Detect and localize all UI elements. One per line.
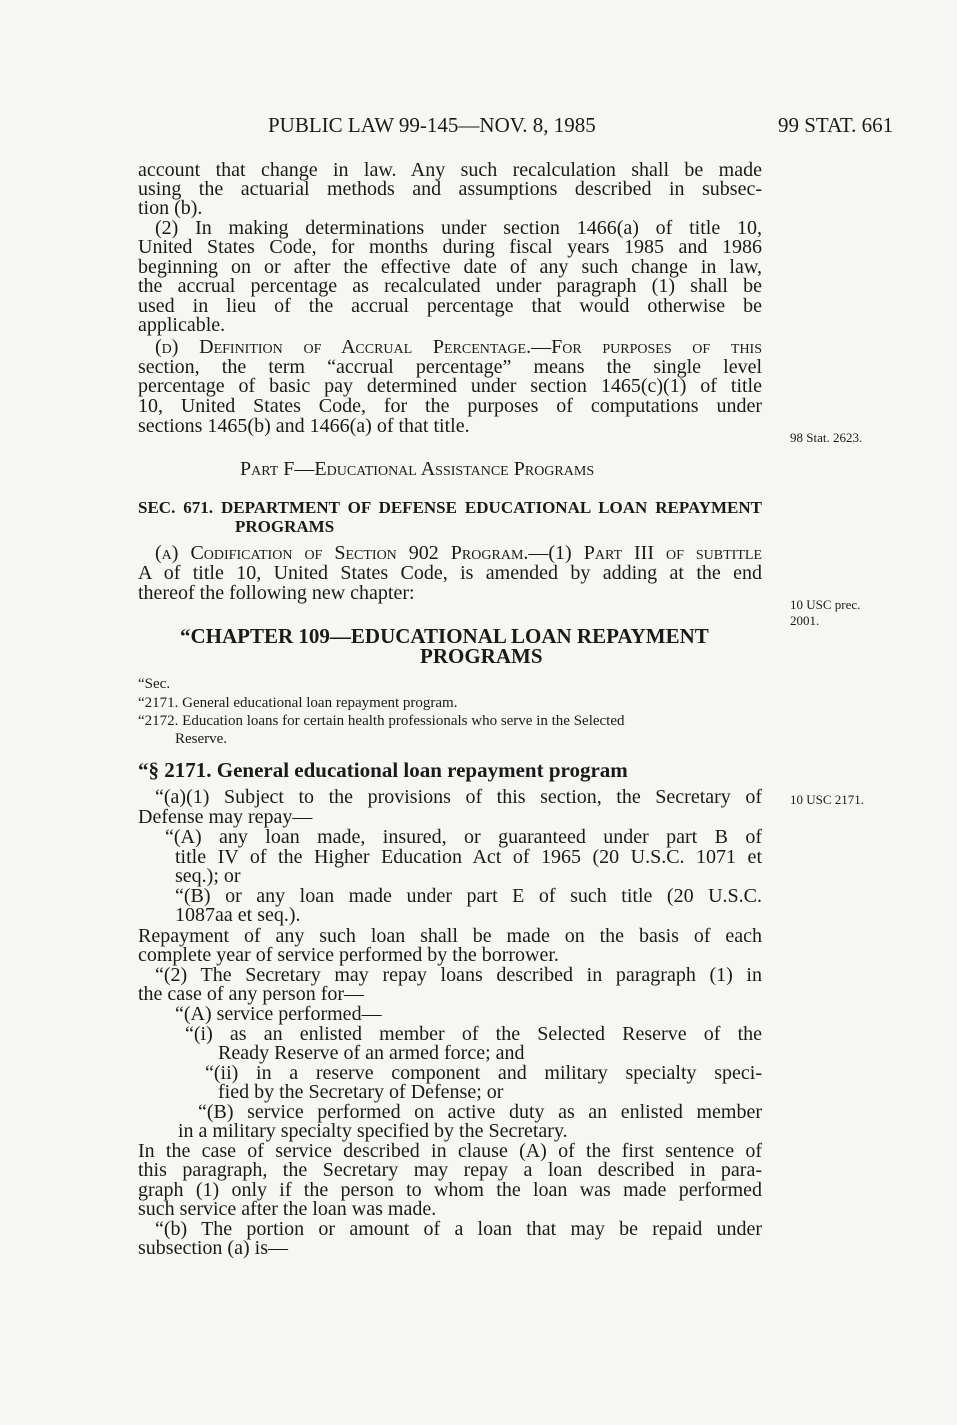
- text-line: (a) Codification of Section 902 Program.—(1) Part III of subtitle: [155, 542, 762, 564]
- text-line: Ready Reserve of an armed force; and: [218, 1042, 525, 1064]
- text-line: SEC. 671. DEPARTMENT OF DEFENSE EDUCATIONAL LOAN REPAYMENT: [138, 498, 762, 517]
- text-line: complete year of service performed by the borrower.: [138, 944, 559, 966]
- text-line: A of title 10, United States Code, is amended by adding at the end: [138, 562, 762, 584]
- text-line: 1087aa et seq.).: [175, 904, 301, 926]
- toc-line: “2171. General educational loan repayment program.: [138, 695, 458, 711]
- text-line: the accrual percentage as recalculated under paragraph (1) shall be: [138, 275, 762, 297]
- text-line: thereof the following new chapter:: [138, 582, 415, 604]
- text-line: subsection (a) is—: [138, 1237, 288, 1259]
- margin-note: 2001.: [790, 613, 820, 628]
- toc-line: “2172. Education loans for certain health professionals who serve in the Selected: [138, 713, 625, 729]
- text-line: section, the term “accrual percentage” means the single level: [138, 356, 762, 378]
- margin-note: 98 Stat. 2623.: [790, 430, 863, 445]
- text-line: fied by the Secretary of Defense; or: [218, 1081, 504, 1103]
- text-line: using the actuarial methods and assumptions described in subsec-: [138, 178, 762, 200]
- text-line: “(B) or any loan made under part E of such title (20 U.S.C.: [175, 885, 762, 907]
- text-line: sections 1465(b) and 1466(a) of that title.: [138, 415, 470, 437]
- text-line: Part F—Educational Assistance Programs: [240, 458, 595, 480]
- text-line: (d) Definition of Accrual Percentage.—For purposes of this: [155, 336, 762, 358]
- text-line: “(2) The Secretary may repay loans described in paragraph (1) in: [155, 964, 762, 986]
- text-line: the case of any person for—: [138, 983, 365, 1005]
- toc-line: Reserve.: [175, 731, 228, 747]
- text-line: “(B) service performed on active duty as an enlisted member: [198, 1101, 762, 1123]
- running-header-title: PUBLIC LAW 99-145—NOV. 8, 1985: [268, 113, 596, 137]
- text-line: United States Code, for months during fiscal years 1985 and 1986: [138, 236, 762, 258]
- text-line: PROGRAMS: [235, 517, 335, 536]
- heading-line: PROGRAMS: [420, 644, 543, 668]
- text-line: “(A) service performed—: [175, 1003, 382, 1025]
- text-line: In the case of service described in clause (A) of the first sentence of: [138, 1140, 762, 1162]
- text-line: in a military specialty specified by the Secretary.: [178, 1120, 568, 1142]
- text-line: seq.); or: [175, 865, 241, 887]
- margin-note: 10 USC 2171.: [790, 792, 865, 807]
- text-line: (2) In making determinations under section 1466(a) of title 10,: [155, 217, 762, 239]
- text-line: beginning on or after the effective date of any such change in law,: [138, 256, 762, 278]
- text-line: “(b) The portion or amount of a loan that may be repaid under: [155, 1218, 762, 1240]
- heading-line: “CHAPTER 109—EDUCATIONAL LOAN REPAYMENT: [180, 624, 709, 648]
- text-line: percentage of basic pay determined under section 1465(c)(1) of title: [138, 375, 762, 397]
- text-line: title IV of the Higher Education Act of 1965 (20 U.S.C. 1071 et: [175, 846, 762, 868]
- text-line: applicable.: [138, 314, 226, 336]
- text-line: this paragraph, the Secretary may repay a loan described in para-: [138, 1159, 762, 1181]
- text-line: used in lieu of the accrual percentage that would otherwise be: [138, 295, 762, 317]
- text-line: “(i) as an enlisted member of the Selected Reserve of the: [185, 1023, 762, 1045]
- text-line: such service after the loan was made.: [138, 1198, 437, 1220]
- toc-line: “Sec.: [138, 676, 171, 692]
- text-line: 10, United States Code, for the purposes of computations under: [138, 395, 762, 417]
- text-line: graph (1) only if the person to whom the loan was made performed: [138, 1179, 762, 1201]
- heading-line: “§ 2171. General educational loan repayment program: [138, 758, 628, 782]
- margin-note: 10 USC prec.: [790, 597, 861, 612]
- text-line: “(a)(1) Subject to the provisions of this section, the Secretary of: [155, 786, 762, 808]
- page-number: 99 STAT. 661: [778, 113, 894, 137]
- text-line: tion (b).: [138, 197, 203, 219]
- text-line: Repayment of any such loan shall be made on the basis of each: [138, 925, 762, 947]
- text-line: “(ii) in a reserve component and military specialty speci-: [205, 1062, 762, 1084]
- text-line: account that change in law. Any such recalculation shall be made: [138, 159, 762, 181]
- text-line: Defense may repay—: [138, 806, 313, 828]
- text-line: “(A) any loan made, insured, or guaranteed under part B of: [165, 826, 762, 848]
